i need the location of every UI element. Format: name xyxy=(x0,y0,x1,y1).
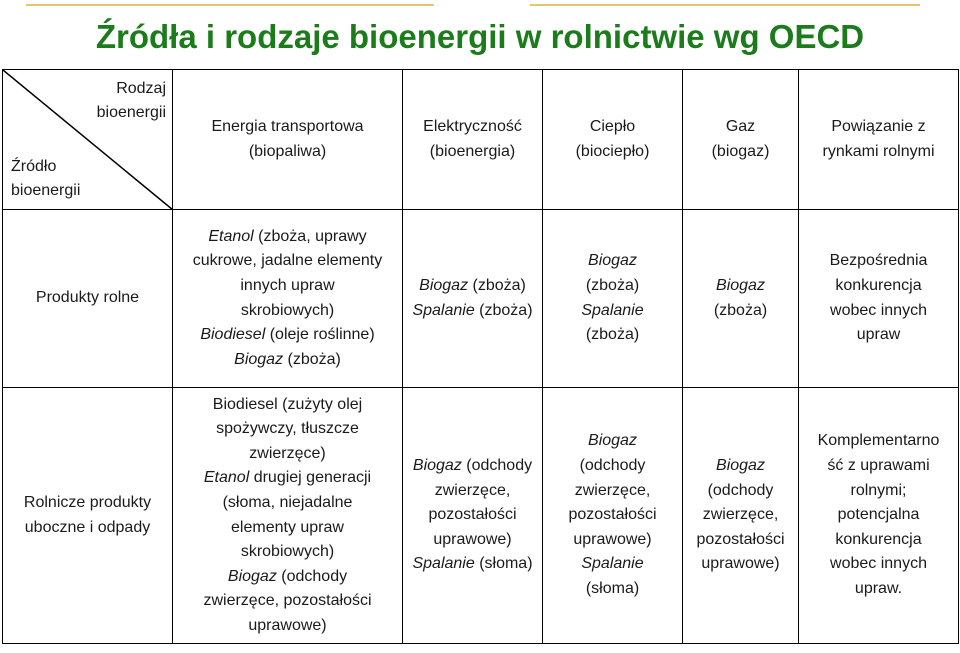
cell-agri-electricity: Biogaz (zboża) Spalanie (zboża) xyxy=(403,210,543,388)
type-header-label: Rodzaj bioenergii xyxy=(96,80,166,121)
source-header-label: Źródło bioenergii xyxy=(11,158,81,199)
cell-agri-heat: Biogaz (zboża) Spalanie (zboża) xyxy=(543,210,683,388)
header-gas: Gaz (biogaz) xyxy=(683,70,799,210)
header-transport-energy: Energia transportowa (biopaliwa) xyxy=(173,70,403,210)
header-market-link: Powiązanie z rynkami rolnymi xyxy=(799,70,959,210)
row-label-byproducts-waste: Rolnicze produkty uboczne i odpady xyxy=(3,388,173,644)
cell-waste-market: Komplementarno ść z uprawami rolnymi; potencjalna konkurencja wobec innych upraw. xyxy=(799,388,959,644)
header-heat: Ciepło (biociepło) xyxy=(543,70,683,210)
bioenergy-table xyxy=(2,69,959,644)
cell-waste-electricity: Biogaz (odchody zwierzęce, pozostałości uprawowe) Spalanie (słoma) xyxy=(403,388,543,644)
row-byproducts-waste xyxy=(3,388,959,644)
cell-agri-transport: Etanol (zboża, uprawy cukrowe, jadalne elementy innych upraw skrobiowych) Biodiesel (oleje roślinne) Biogaz (zboża) xyxy=(173,210,403,388)
cell-agri-gas: Biogaz (zboża) xyxy=(683,210,799,388)
row-label-agricultural-products: Produkty rolne xyxy=(3,210,173,388)
header-row xyxy=(3,70,959,210)
page-title: Źródła i rodzaje bioenergii w rolnictwie wg OECD xyxy=(95,18,865,55)
decorative-line-left xyxy=(26,4,434,6)
decorative-line-right xyxy=(530,4,920,6)
cell-waste-transport: Biodiesel (zużyty olej spożywczy, tłuszcze zwierzęce) Etanol drugiej generacji (słoma, niejadalne elementy upraw skrobiowych) Biogaz (odchody zwierzęce, pozostałości uprawowe) xyxy=(173,388,403,644)
cell-agri-market: Bezpośrednia konkurencja wobec innych upraw xyxy=(799,210,959,388)
cell-waste-gas: Biogaz (odchody zwierzęce, pozostałości uprawowe) xyxy=(683,388,799,644)
corner-header-cell xyxy=(3,70,173,210)
row-agricultural-products xyxy=(3,210,959,388)
cell-waste-heat: Biogaz (odchody zwierzęce, pozostałości uprawowe) Spalanie (słoma) xyxy=(543,388,683,644)
header-electricity: Elektryczność (bioenergia) xyxy=(403,70,543,210)
